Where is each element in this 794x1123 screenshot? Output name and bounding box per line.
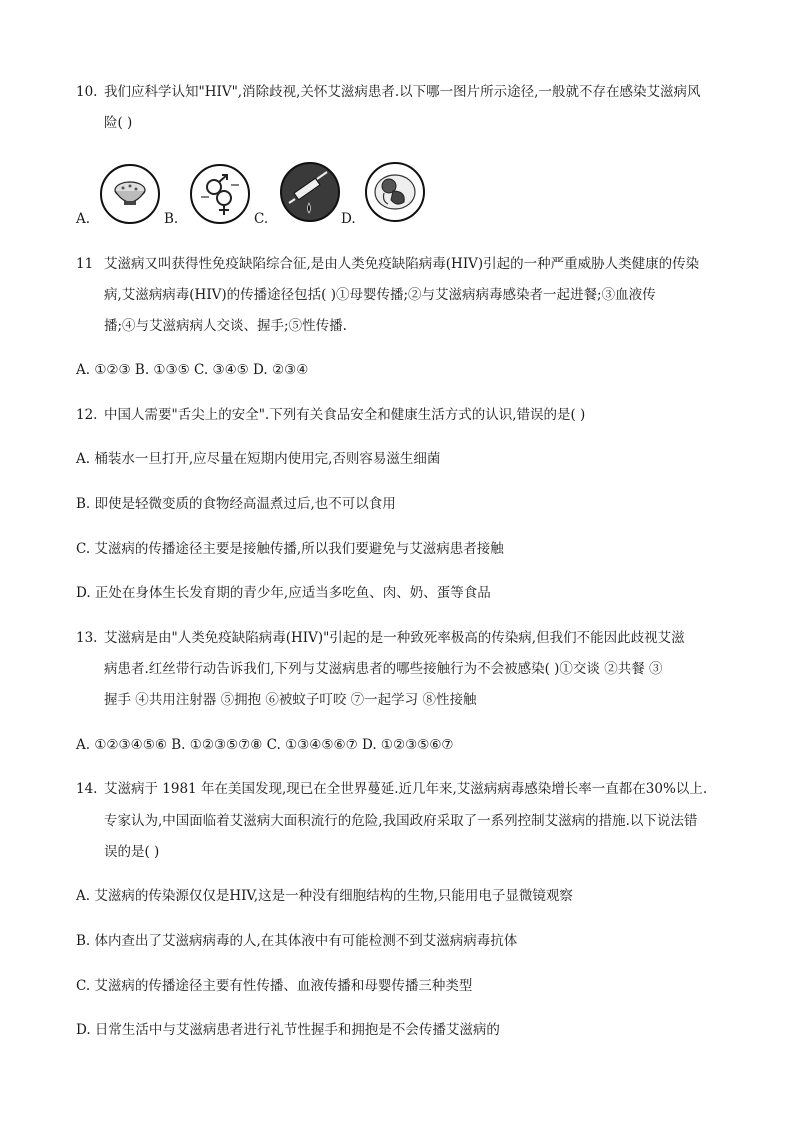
- question-text: 艾滋病是由"人类免疫缺陷病毒(HIV)"引起的是一种致死率极高的传染病,但我们不能因此歧视艾滋: [104, 630, 685, 646]
- syringe-icon: [279, 161, 341, 223]
- question-number: 11: [76, 256, 94, 272]
- answer-option-d: D. 正处在身体生长发育期的青少年,应适当多吃鱼、肉、奶、蛋等食品: [76, 585, 491, 601]
- answer-options: A. ①②③ B. ①③⑤ C. ③④⑤ D. ②③④: [76, 362, 309, 378]
- question-text: 播;④与艾滋病病人交谈、握手;⑤性传播.: [104, 318, 347, 334]
- rice-bowl-icon: [99, 163, 161, 225]
- answer-option-b: B. 即使是轻微变质的食物经高温煮过后,也不可以食用: [76, 496, 396, 512]
- question-number: 14.: [76, 781, 98, 797]
- question-number: 13.: [76, 630, 98, 646]
- gender-symbols-icon: [189, 163, 251, 225]
- question-text: 误的是( ): [104, 844, 160, 860]
- answer-option-a: A. 桶装水一旦打开,应尽量在短期内使用完,否则容易滋生细菌: [76, 451, 441, 467]
- fetus-icon: [364, 161, 426, 223]
- option-label-d: D.: [341, 211, 356, 227]
- question-number: 12.: [76, 407, 98, 423]
- answer-option-d: D. 日常生活中与艾滋病患者进行礼节性握手和拥抱是不会传播艾滋病的: [76, 1022, 500, 1038]
- question-text: 中国人需要"舌尖上的安全".下列有关食品安全和健康生活方式的认识,错误的是( ): [104, 407, 586, 423]
- answer-option-b: B. 体内查出了艾滋病病毒的人,在其体液中有可能检测不到艾滋病病毒抗体: [76, 933, 518, 949]
- answer-option-a: A. 艾滋病的传染源仅仅是HIV,这是一种没有细胞结构的生物,只能用电子显微镜观察: [76, 888, 573, 904]
- option-label-a: A.: [76, 211, 91, 227]
- question-text: 险( ): [104, 115, 133, 131]
- question-text: 我们应科学认知"HIV",消除歧视,关怀艾滋病患者.以下哪一图片所示途径,一般就不存在感染艾滋病风: [104, 84, 701, 100]
- answer-option-c: C. 艾滋病的传播途径主要有性传播、血液传播和母婴传播三种类型: [76, 978, 473, 994]
- answer-option-c: C. 艾滋病的传播途径主要是接触传播,所以我们要避免与艾滋病患者接触: [76, 541, 504, 557]
- question-text: 艾滋病又叫获得性免疫缺陷综合征,是由人类免疫缺陷病毒(HIV)引起的一种严重威胁人类健康的传染: [104, 256, 700, 272]
- question-text: 病,艾滋病病毒(HIV)的传播途径包括( )①母婴传播;②与艾滋病病毒感染者一起进餐;③血液传: [104, 287, 656, 303]
- question-text: 艾滋病于 1981 年在美国发现,现已在全世界蔓延.近几年来,艾滋病病毒感染增长率一直都在30%以上.: [104, 781, 708, 797]
- question-number: 10.: [76, 84, 98, 100]
- question-text: 握手 ④共用注射器 ⑤拥抱 ⑥被蚊子叮咬 ⑦一起学习 ⑧性接触: [104, 692, 477, 708]
- question-text: 专家认为,中国面临着艾滋病大面积流行的危险,我国政府采取了一系列控制艾滋病的措施.以下说法错: [104, 813, 698, 829]
- question-text: 病患者.红丝带行动告诉我们,下列与艾滋病患者的哪些接触行为不会被感染( )①交谈 ②共餐 ③: [104, 661, 663, 677]
- option-label-c: C.: [254, 211, 269, 227]
- option-label-b: B.: [164, 211, 179, 227]
- answer-options: A. ①②③④⑤⑥ B. ①②③⑤⑦⑧ C. ①③④⑤⑥⑦ D. ①②③⑤⑥⑦: [76, 737, 454, 753]
